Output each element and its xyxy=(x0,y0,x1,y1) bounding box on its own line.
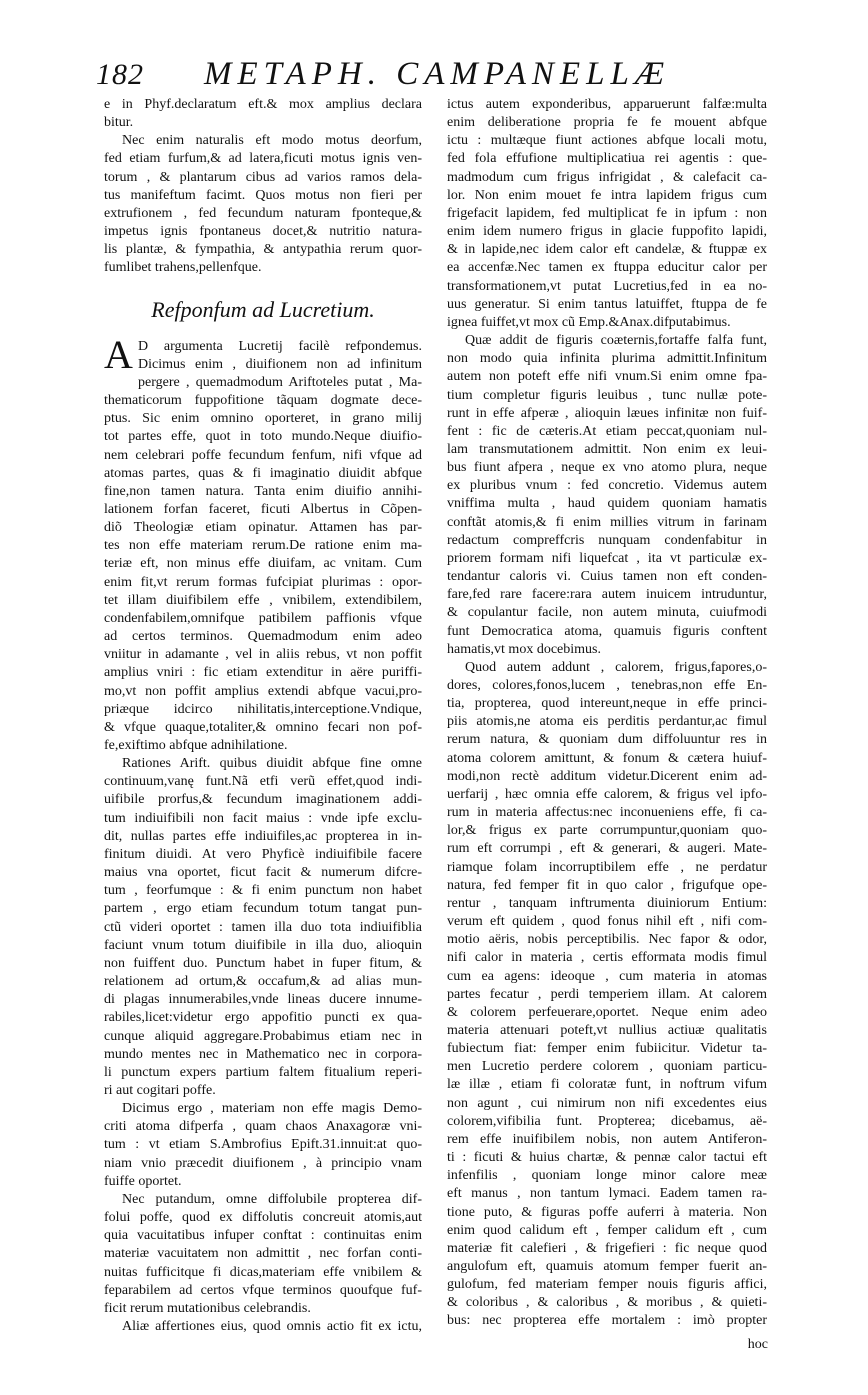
text-line: Rationes Arift. quibus diuidit abfque fine omne xyxy=(122,756,422,772)
text-line: finitum diuidi. At vero Phyficè indiuifibile facere xyxy=(104,846,422,862)
text-line: dit, nullas partes effe indiuifiles,ac propterea in in- xyxy=(104,828,422,844)
text-line: tia, propterea, quod intereunt,neque in effe princi- xyxy=(447,696,767,712)
text-line: hamatis,vt mox docebimus. xyxy=(447,641,601,657)
text-line: condenfabilem,omnifque patibilem paffionis vfque xyxy=(104,610,422,626)
text-line: bitur. xyxy=(104,115,134,131)
text-line: relationem ad ortum,& occafum,& ad alias mun- xyxy=(104,974,422,990)
text-line: non agunt , cui nimirum non nifi excedentes eius xyxy=(447,1095,767,1111)
text-line: Quæ addit de figuris coæternis,fortaffe falfa funt, xyxy=(465,333,767,349)
text-line: feparabilem ad certos vfque terminos quoufque fuf- xyxy=(104,1282,422,1298)
text-line: nuitas fufficitque fi dicas,materiam effe vnibilem & xyxy=(104,1264,422,1280)
text-line: materiæ fit calefieri , & frigefieri : fic neque quod xyxy=(447,1240,767,1256)
text-line: læ illæ , etiam fi coloratæ funt, in noftrum vifum xyxy=(447,1077,767,1093)
text-line: ri aut cogitari poffe. xyxy=(104,1082,216,1098)
paragraph xyxy=(104,755,422,1100)
text-line: enim deliberatione propria fe fe mouent abfque xyxy=(447,115,767,131)
text-line: funt Democratica atoma, quamuis figuris conftent xyxy=(447,623,767,639)
text-line: folui poffe, quod ex diffolutis concreuit atomis,aut xyxy=(104,1210,422,1226)
text-line: tes non effe materiam rerum.De ratione enim ma- xyxy=(104,538,422,554)
text-line: natura, fed femper fit in quo calor , frigufque ope- xyxy=(447,877,767,893)
text-line: fumlibet trahens,pellenfque. xyxy=(104,260,262,276)
paragraph xyxy=(104,1100,422,1191)
text-line: diõ Theologiæ etiam opinatur. Attamen has par- xyxy=(104,520,422,536)
text-line: tum : vt etiam S.Ambrofius Epift.31.innuit:at quo- xyxy=(104,1137,422,1153)
text-line: cunque aliquid aggregare.Probabimus etiam nec in xyxy=(104,1028,422,1044)
text-line: & in lapide,nec idem calor eft candelæ, & ftuppæ ex xyxy=(447,242,767,258)
text-line: enim fit,vt rerum formas fufcipiat plurimas : opor- xyxy=(104,574,422,590)
paragraph xyxy=(447,96,767,332)
text-line: lam transmutationem admittit. Non enim ex leui- xyxy=(447,441,767,457)
text-line: pergere , quemadmodum Ariftoteles putat , Ma- xyxy=(138,374,422,390)
dropcap-line-text: D argumenta Lucretij facilè refpondemus. xyxy=(138,338,422,354)
page-number: 182 xyxy=(96,58,144,91)
text-line: Quod autem addunt , calorem, frigus,fapores,o- xyxy=(465,659,767,675)
text-line: piis atomis,ne atoma eis perditis perdantur,ac fimul xyxy=(447,714,767,730)
text-line: fed etiam furfum,& ad latera,ficuti motus ignis ven- xyxy=(104,151,422,167)
text-line: atomas partes, quas & fi imaginatio diuidit abfque xyxy=(104,465,422,481)
text-line: li punctum expers partium faltem fitualium reperi- xyxy=(104,1064,422,1080)
text-line: non modo quia infinita plurima admittit.Infinitum xyxy=(447,351,767,367)
text-line: maius vna oportet, ficut facit & numerum difcre- xyxy=(104,865,422,881)
text-line: lationem forfan faceret, ficuti Albertus in Cõpen- xyxy=(104,501,422,517)
paragraph xyxy=(104,132,422,277)
text-line: tot partes effe, quot in toto mundo.Neque diuifio- xyxy=(104,429,422,445)
text-line: fare,fed rare facere:rara autem inuicem intruduntur, xyxy=(447,587,767,603)
text-line: gulofum, fed materiam femper nouis figuris affici, xyxy=(447,1277,767,1293)
text-line: ictus autem exponderibus, apparuerunt falfæ:multa xyxy=(447,97,767,112)
drop-cap: A xyxy=(104,331,133,377)
text-line: tione puto, & figuras poffe auferri à materia. Non xyxy=(447,1204,767,1220)
text-line: Dicimus ergo , materiam non effe magis Demo- xyxy=(122,1101,422,1117)
text-line: bus: nec propterea effe mortalem : imò propter xyxy=(447,1313,767,1329)
page-header xyxy=(96,52,766,96)
text-line: & vfque quaque,totaliter,& omnino fecari non pof- xyxy=(104,719,422,735)
text-line: ex pluribus vnum : fed concretio. Videmus autem xyxy=(447,478,767,494)
text-line: riamque folam incorruptibilem effe , ne perdatur xyxy=(447,859,767,875)
text-line: teriæ eft, non minus effe diuifam, ac vnitam. Cum xyxy=(104,556,422,572)
text-line: enim idem numero frigus in glacie fuppofito lapidi, xyxy=(447,224,767,240)
text-line: ptus. Sic enim omnino oporteret, in grano milij xyxy=(104,411,422,427)
paragraph-with-dropcap xyxy=(104,331,422,756)
text-line: ictu : multæque fiunt actiones abfque locali motu, xyxy=(447,133,767,149)
paragraph xyxy=(104,1318,422,1336)
text-line: ti : ficuti & huius chartæ, & pennæ calor tactui eft xyxy=(447,1150,767,1166)
text-line: fe,exiftimo abfque adnihilatione. xyxy=(104,738,288,753)
section-title: Refponfum ad Lucretium. xyxy=(151,296,375,322)
text-line: verum eft quidem , quod fonus nihil eft , nifi com- xyxy=(447,914,767,930)
text-line: madmodum cum frigus infrigidat , & calefacit ca- xyxy=(447,169,767,185)
text-line: uus generatur. Si enim tantus latuiffet, ftuppa de fe xyxy=(447,296,767,312)
text-line: cum ea agens: ideoque , cum materia in atomas xyxy=(447,968,767,984)
text-line: Nec putandum, omne diffolubile propterea dif- xyxy=(122,1191,422,1207)
text-line: nifi calor in materia , certis efformata modis fimul xyxy=(447,950,767,966)
text-line: uifibile prorfus,& fecundum imaginationem addi- xyxy=(104,792,422,808)
left-column xyxy=(104,96,422,1336)
text-line: faciunt vnum totum diuifibile in illa duo, alioquin xyxy=(104,937,422,953)
text-line: criti atoma difperfa , quam chaos Anaxagoræ vni- xyxy=(104,1119,422,1135)
text-line: amplius vniri : fic etiam extenditur in aëre puriffi- xyxy=(104,665,422,681)
text-line: continuum,vanę funt.Nã etfi verũ effet,quod indi- xyxy=(104,774,422,790)
text-line: redactum compreffcris nunquam condenfabitur in xyxy=(447,532,767,548)
text-line: lor,& frigus ex parte corrumpuntur,quoniam quo- xyxy=(447,823,767,839)
text-line: ficit rerum mutationibus celebrandis. xyxy=(104,1300,311,1316)
text-line: quia vacuitatibus infuper conftat : continuitas enim xyxy=(104,1228,422,1244)
text-line: ignea fuiffet,vt mox cũ Emp.&Anax.difputabimus. xyxy=(447,314,731,330)
text-line: lor. Non enim mouet fe intra lapidem frigus cum xyxy=(447,187,767,203)
text-line: enim quod calidum eft , femper calidum eft , cum xyxy=(447,1222,767,1238)
text-line: fent : fic de cæteris.At etiam peccat,quoniam nul- xyxy=(447,423,767,439)
text-line: priæque idcirco nihilitatis,interceptione.Vndique, xyxy=(104,701,422,717)
text-line: vniffima multa , haud quidem quoniam hamatis xyxy=(447,496,767,512)
text-line: e in Phyf.declaratum eft.& mox amplius declara xyxy=(104,97,422,112)
catchword: hoc xyxy=(747,1337,768,1352)
text-line: motio aëris, nobis perceptibilis. Nec fapor & odor, xyxy=(447,932,767,948)
text-line: di plagas innumerabiles,vnde lineas ducere innume- xyxy=(104,992,422,1008)
text-line: vniitur in adamante , vel in aliis rebus, vt non poffit xyxy=(104,647,422,663)
paragraph xyxy=(104,356,422,755)
text-line: & coloribus , & caloribus , & moribus , & quieti- xyxy=(447,1295,767,1311)
text-line: angulofum eft, quamuis atomum femper fuerit an- xyxy=(447,1259,767,1274)
text-line: torum , & plantarum cibus ad varios ramos dela- xyxy=(104,169,422,185)
text-line: tus manifeftum facimt. Quos motus non fieri per xyxy=(104,187,422,203)
text-line: fine,non tamen natura. Tanta enim diuifio annihi- xyxy=(104,483,422,499)
text-line: runt in effe afperæ , alioquin læues infinitæ non fuif- xyxy=(447,405,767,421)
text-line: fed fola effufione multiplicatiua rei agentis : que- xyxy=(447,151,767,167)
text-line: atoma colorem amittunt, & fonum & cætera huiuf- xyxy=(447,750,767,766)
text-line: extrufionem , fed fecundum naturam fponteque,& xyxy=(104,205,422,221)
text-line: modi,non rectè additum videtur.Dicerent enim ad- xyxy=(447,768,767,784)
text-line: materiæ vacuitatem non admittit , nec forfan conti- xyxy=(104,1246,422,1262)
text-line: lis plantæ, & fympathia, & antypathia rerum quor- xyxy=(104,242,422,258)
text-line: ea accenfæ.Nec tamen ex ftuppa educitur calor per xyxy=(447,260,767,276)
text-line: rum eft corrumpi , eft & generari, & augeri. Mate- xyxy=(447,841,767,857)
text-line: priorem formam nifi liquefcat , ita vt particulæ ex- xyxy=(447,550,767,566)
text-line: autem non poteft effe nifi vnum.Si enim omne fpa- xyxy=(447,369,767,385)
text-line: mo,vt non poffit amplius extendi abfque vacui,pro- xyxy=(104,683,422,699)
text-line: transformationem,vt putat Lucretius,fed in ea no- xyxy=(447,278,767,294)
text-line: Nec enim naturalis eft modo motus deorfum, xyxy=(122,133,422,149)
text-line: Aliæ affertiones eius, quod omnis actio fit ex ictu, xyxy=(122,1319,422,1334)
text-line: tendantur caloris vi. Cuius tamen non eft conden- xyxy=(447,569,767,585)
text-line: fuiffe oportet. xyxy=(104,1173,182,1189)
text-line: & colorem perfeuerare,oportet. Neque enim adeo xyxy=(447,1004,767,1020)
running-title: METAPH. CAMPANELLÆ xyxy=(204,56,671,92)
text-line: fubiectum fiat: femper enim fubiicitur. Videtur ta- xyxy=(447,1041,767,1057)
text-line: niam vnio præcedit diuifionem , à principio vnam xyxy=(104,1155,422,1171)
text-line: Dicimus enim , diuifionem non ad infinitum xyxy=(138,356,422,372)
text-line: partes fecatur , perdi temperiem illam. At calorem xyxy=(447,986,767,1002)
text-line: tium completur figuris leuibus , tunc nullæ pote- xyxy=(447,387,767,403)
text-line: colorem,vifibilia funt. Propterea; dicebamus, aë- xyxy=(447,1113,767,1129)
text-line: non fuiffent duo. Punctum habet in fuper fitum, & xyxy=(104,955,422,971)
text-line: thematicorum fuppofitione tãquam dogmate dece- xyxy=(104,393,422,409)
text-line: uerfarij , hæc omnia effe calorem, & frigus vel ipfo- xyxy=(447,786,767,802)
text-line: tum indiuifibili non facit maius : vnde ipfe exclu- xyxy=(104,810,422,826)
text-line: impetus ignis fpontaneus docet,& nutritio natura- xyxy=(104,224,422,240)
paragraph xyxy=(104,96,422,132)
paragraph xyxy=(104,1191,422,1318)
text-line: rem effe inuifibilem nobis, non autem Antiferon- xyxy=(447,1131,767,1147)
text-line: bus fiunt afpera , neque ex vno atomo plura, neque xyxy=(447,460,767,476)
text-line: men Lucretio perdere colorem , quoniam particu- xyxy=(447,1059,767,1075)
text-line: rentur , tanquam inftrumenta diuiniorum Entium: xyxy=(447,895,767,911)
text-line: partem , ergo etiam fecundum totum tangat pun- xyxy=(104,901,422,917)
text-line: materia attenuari poteft,vt nullius actiuæ qualitatis xyxy=(447,1022,767,1038)
text-line: ctũ videri oportet : tamen illa duo tota indiuifiblia xyxy=(104,919,422,935)
text-line: rabiles,licet:videtur ergo appofitio puncti ex qua- xyxy=(104,1010,422,1026)
text-line: conftãt atomis,& fi enim millies vitrum in farinam xyxy=(447,514,767,530)
paragraph xyxy=(447,332,767,659)
text-line: infenfilis , quoniam longe minor calore meæ xyxy=(447,1168,767,1184)
text-line: & copulantur facile, non autem minuta, cuiufmodi xyxy=(447,605,767,621)
paragraph xyxy=(447,659,767,1331)
text-line: rum in materia affectus:nec inconueniens effe, fi ca- xyxy=(447,805,767,821)
text-line: ad certos terminos. Quemadmodum enim adeo xyxy=(104,629,422,645)
text-line: nem celebrari poffe fecundum fenfum, nifi vfque ad xyxy=(104,447,422,463)
text-line: dores, colores,fonos,lucem , tenebras,non effe En- xyxy=(447,678,767,693)
text-line: mundo mentes nec in Mathematico nec in corpora- xyxy=(104,1046,422,1062)
right-column xyxy=(447,96,767,1331)
text-line: eft manus , non tantum lymaci. Eadem tamen ra- xyxy=(447,1186,767,1202)
text-line: tet illam diuifibilem effe , vnibilem, extendibilem, xyxy=(104,592,422,608)
text-line: frigefacit lapidem, fed multiplicat fe in ipfum : non xyxy=(447,205,767,221)
text-line: rerum natura, & quoniam dum diffoluuntur res in xyxy=(447,732,767,748)
text-line: tum , feorfumque : & fi enim punctum non habet xyxy=(104,883,422,899)
